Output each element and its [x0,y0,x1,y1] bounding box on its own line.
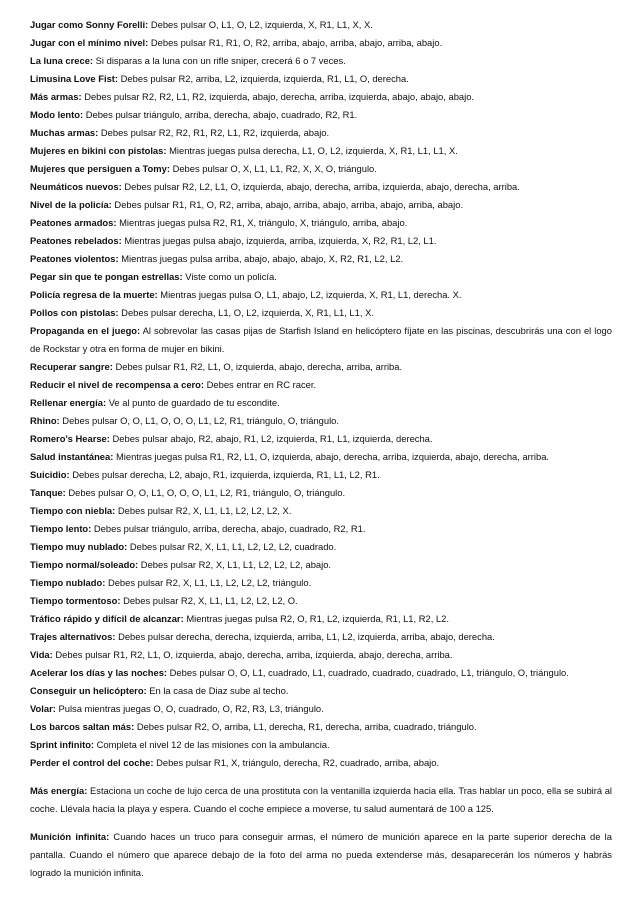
cheat-entry [30,88,612,106]
entry-description: En la casa de Diaz sube al techo. [149,685,289,696]
entry-term: Muchas armas: [30,127,99,138]
entry-term: Policía regresa de la muerte: [30,289,158,300]
cheat-entry [30,70,612,88]
note-entry [30,828,612,882]
cheat-entry [30,232,612,250]
entry-description: Viste como un policía. [185,271,277,282]
entry-description: Cuando haces un truco para conseguir armas, el número de munición aparece en la parte superior derecha de la pantalla. Cuando el número que aparece debajo de la foto del arma no pueda extenderse más, desaparecerán los números y habrás logrado la munición infinita. [30,831,612,878]
entry-term: Peatones armados: [30,217,117,228]
cheat-entry [30,664,612,682]
entry-description: Debes pulsar R2, arriba, L2, izquierda, izquierda, R1, L1, O, derecha. [120,73,409,84]
entry-term: Perder el control del coche: [30,757,154,768]
entry-term: Conseguir un helicóptero: [30,685,147,696]
cheat-entry [30,286,612,304]
entry-description: Debes pulsar derecha, L2, abajo, R1, izquierda, izquierda, R1, L1, L2, R1. [72,469,380,480]
entry-term: Tiempo lento: [30,523,92,534]
entry-term: Suicidio: [30,469,70,480]
entry-description: Debes pulsar abajo, R2, abajo, R1, L2, izquierda, R1, L1, izquierda, derecha. [112,433,433,444]
cheat-entry [30,304,612,322]
entry-description: Mientras juegas pulsa derecha, L1, O, L2, izquierda, X, R1, L1, L1, X. [169,145,458,156]
entry-term: Pollos con pistolas: [30,307,119,318]
entry-description: Debes pulsar R2, X, L1, L1, L2, L2, L2, X. [117,505,292,516]
cheat-entry [30,322,612,358]
entry-term: Mujeres en bikini con pistolas: [30,145,167,156]
entry-term: Tiempo muy nublado: [30,541,128,552]
note-entry [30,782,612,818]
entry-term: Modo lento: [30,109,84,120]
entry-term: Tiempo con niebla: [30,505,116,516]
entry-term: Romero’s Hearse: [30,433,110,444]
document-page [30,16,612,882]
entry-description: Debes pulsar O, O, L1, cuadrado, L1, cuadrado, cuadrado, cuadrado, L1, triángulo, O, triángulo. [169,667,569,678]
cheat-entry [30,214,612,232]
entry-description: Ve al punto de guardado de tu escondite. [108,397,280,408]
entry-description: Debes pulsar R2, X, L1, L1, L2, L2, L2, O. [123,595,298,606]
entry-term: Los barcos saltan más: [30,721,135,732]
cheat-entry [30,376,612,394]
cheat-list [30,16,612,772]
entry-description: Al sobrevolar las casas pijas de Starfish Island en helicóptero fíjate en las piscinas, descubrirás una con el logo de Rockstar y otra en forma de mujer en bikini. [30,325,612,354]
entry-description: Mientras juegas pulsa O, L1, abajo, L2, izquierda, X, R1, L1, derecha. X. [160,289,462,300]
entry-term: Volar: [30,703,56,714]
entry-term: Pegar sin que te pongan estrellas: [30,271,183,282]
cheat-entry [30,466,612,484]
spacer [30,772,612,782]
cheat-entry [30,124,612,142]
cheat-entry [30,700,612,718]
entry-description: Mientras juegas pulsa abajo, izquierda, arriba, izquierda, X, R2, R1, L2, L1. [124,235,437,246]
entry-description: Debes pulsar R2, O, arriba, L1, derecha, R1, derecha, arriba, cuadrado, triángulo. [136,721,477,732]
entry-term: Rellenar energía: [30,397,107,408]
entry-description: Debes pulsar triángulo, arriba, derecha, abajo, cuadrado, R2, R1. [93,523,366,534]
entry-term: Mujeres que persiguen a Tomy: [30,163,170,174]
cheat-entry [30,574,612,592]
entry-term: Tiempo normal/soleado: [30,559,139,570]
cheat-entry [30,556,612,574]
entry-term: Más energía: [30,785,88,796]
entry-description: Debes pulsar R1, R1, O, R2, arriba, abajo, arriba, abajo, arriba, abajo, arriba, abajo. [114,199,464,210]
cheat-entry [30,646,612,664]
entry-description: Mientras juegas pulsa R1, R2, L1, O, izquierda, abajo, derecha, arriba, izquierda, abajo, derecha, arriba. [115,451,550,462]
entry-description: Debes pulsar R2, L2, L1, O, izquierda, abajo, derecha, arriba, izquierda, abajo, derecha, arriba. [124,181,520,192]
entry-term: Reducir el nivel de recompensa a cero: [30,379,205,390]
cheat-entry [30,538,612,556]
note-list [30,782,612,882]
entry-description: Estaciona un coche de lujo cerca de una prostituta con la ventanilla izquierda hacia ella. Tras hablar un poco, ella se subirá al coche. Llévala hacia la playa y espera. Cuando el coche empiece a moverse, tu salud aumentará de 100 a 125. [30,785,613,814]
cheat-entry [30,52,612,70]
cheat-entry [30,412,612,430]
cheat-entry [30,736,612,754]
cheat-entry [30,520,612,538]
entry-description: Debes pulsar R2, X, L1, L1, L2, L2, L2, triángulo. [107,577,312,588]
cheat-entry [30,628,612,646]
entry-term: Peatones violentos: [30,253,119,264]
entry-description: Debes pulsar R1, X, triángulo, derecha, R2, cuadrado, arriba, abajo. [156,757,440,768]
entry-term: Vida: [30,649,53,660]
entry-term: Tanque: [30,487,66,498]
entry-term: Trajes alternativos: [30,631,116,642]
entry-description: Debes pulsar O, O, L1, O, O, O, L1, L2, R1, triángulo, O, triángulo. [68,487,346,498]
cheat-entry [30,682,612,700]
cheat-entry [30,34,612,52]
entry-description: Debes pulsar R2, X, L1, L1, L2, L2, L2, cuadrado. [129,541,337,552]
cheat-entry [30,610,612,628]
entry-term: Jugar como Sonny Forelli: [30,19,149,30]
entry-term: Recuperar sangre: [30,361,113,372]
entry-description: Si disparas a la luna con un rifle sniper, crecerá 6 o 7 veces. [95,55,346,66]
cheat-entry [30,250,612,268]
cheat-entry [30,430,612,448]
entry-description: Mientras juegas pulsa R2, O, R1, L2, izquierda, R1, L1, R2, L2. [186,613,449,624]
entry-term: Propaganda en el juego: [30,325,141,336]
entry-term: Jugar con el mínimo nivel: [30,37,149,48]
entry-description: Mientras juegas pulsa R2, R1, X, triángulo, X, triángulo, arriba, abajo. [119,217,408,228]
entry-description: Completa el nivel 12 de las misiones con la ambulancia. [96,739,330,750]
entry-description: Debes pulsar O, L1, O, L2, izquierda, X, R1, L1, X, X. [150,19,373,30]
entry-term: Más armas: [30,91,82,102]
cheat-entry [30,394,612,412]
entry-term: Limusina Love Fist: [30,73,119,84]
cheat-entry [30,160,612,178]
entry-description: Mientras juegas pulsa arriba, abajo, abajo, abajo, X, R2, R1, L2, L2. [121,253,404,264]
spacer [30,818,612,828]
entry-description: Debes pulsar R1, R2, L1, O, izquierda, abajo, derecha, arriba, arriba. [115,361,403,372]
entry-description: Debes pulsar R2, R2, R1, R2, L1, R2, izquierda, abajo. [100,127,330,138]
cheat-entry [30,268,612,286]
entry-description: Debes pulsar R1, R2, L1, O, izquierda, abajo, derecha, arriba, izquierda, abajo, derecha, arriba. [55,649,453,660]
cheat-entry [30,592,612,610]
entry-description: Debes pulsar O, X, L1, L1, R2, X, X, O, triángulo. [172,163,377,174]
entry-description: Pulsa mientras juegas O, O, cuadrado, O, R2, R3, L3, triángulo. [58,703,324,714]
cheat-entry [30,106,612,124]
entry-term: Rhino: [30,415,60,426]
entry-description: Debes pulsar derecha, derecha, izquierda, arriba, L1, L2, izquierda, arriba, abajo, derecha. [118,631,495,642]
cheat-entry [30,16,612,34]
cheat-entry [30,754,612,772]
entry-term: Munición infinita: [30,831,110,842]
entry-term: Tiempo tormentoso: [30,595,121,606]
entry-term: Neumáticos nuevos: [30,181,122,192]
cheat-entry [30,142,612,160]
cheat-entry [30,358,612,376]
cheat-entry [30,196,612,214]
entry-term: Acelerar los días y las noches: [30,667,168,678]
entry-term: Sprint infinito: [30,739,95,750]
entry-description: Debes pulsar derecha, L1, O, L2, izquierda, X, R1, L1, L1, X. [121,307,374,318]
cheat-entry [30,718,612,736]
entry-description: Debes pulsar R1, R1, O, R2, arriba, abajo, arriba, abajo, arriba, abajo. [150,37,443,48]
entry-term: Nivel de la policía: [30,199,112,210]
entry-description: Debes pulsar O, O, L1, O, O, O, L1, L2, R1, triángulo, O, triángulo. [62,415,339,426]
entry-term: Tiempo nublado: [30,577,106,588]
entry-term: Salud instantánea: [30,451,114,462]
entry-term: Tráfico rápido y difícil de alcanzar: [30,613,184,624]
entry-description: Debes pulsar triángulo, arriba, derecha, abajo, cuadrado, R2, R1. [85,109,358,120]
entry-term: Peatones rebelados: [30,235,122,246]
entry-description: Debes pulsar R2, R2, L1, R2, izquierda, abajo, derecha, arriba, izquierda, abajo, abajo, abajo. [84,91,475,102]
entry-description: Debes pulsar R2, X, L1, L1, L2, L2, L2, abajo. [140,559,332,570]
cheat-entry [30,484,612,502]
cheat-entry [30,178,612,196]
entry-term: La luna crece: [30,55,94,66]
cheat-entry [30,448,612,466]
cheat-entry [30,502,612,520]
entry-description: Debes entrar en RC racer. [206,379,317,390]
